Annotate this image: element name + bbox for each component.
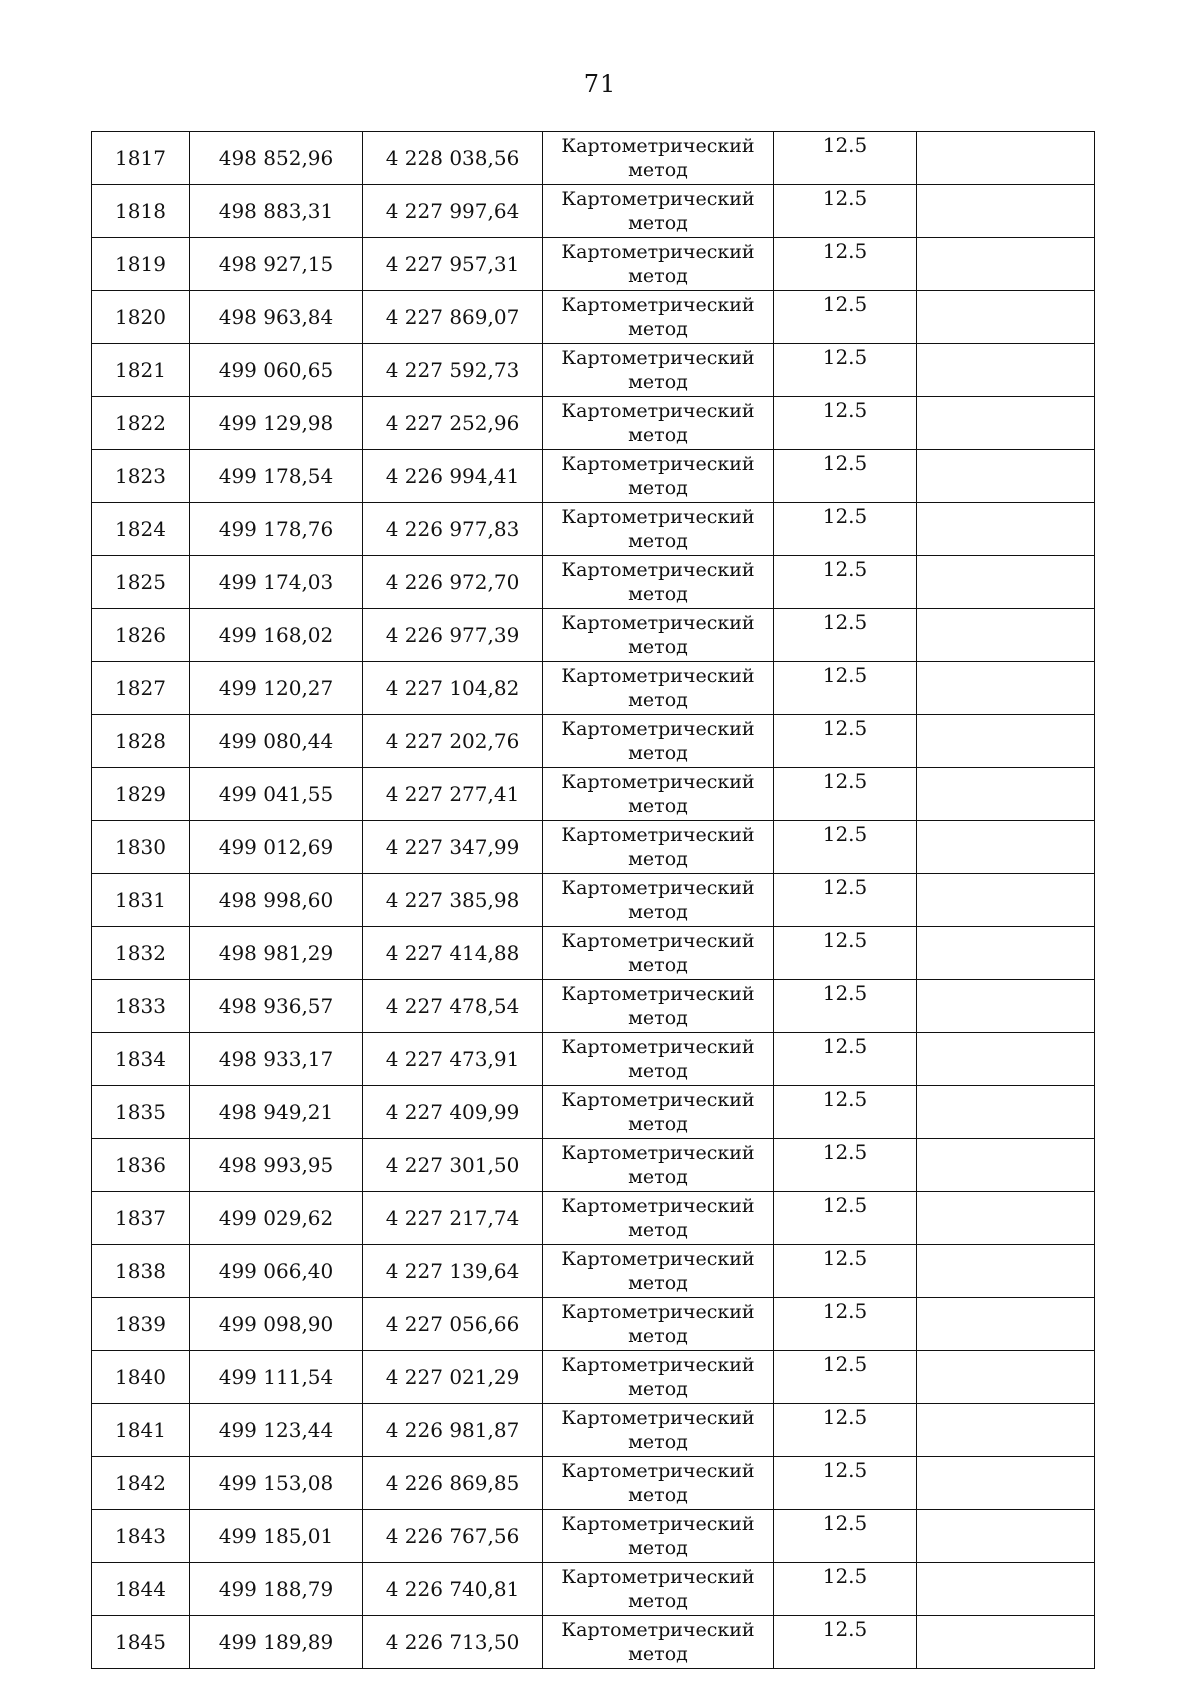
point-number-cell: 1818: [92, 185, 190, 238]
table-row: [92, 1563, 1095, 1616]
y-coordinate-cell: 4 226 981,87: [363, 1404, 543, 1457]
method-cell: [543, 1086, 774, 1139]
accuracy-cell: 12.5: [774, 1563, 917, 1616]
point-number-cell: 1836: [92, 1139, 190, 1192]
method-cell: [543, 1192, 774, 1245]
method-line-2: метод: [628, 636, 688, 658]
accuracy-cell: 12.5: [774, 397, 917, 450]
method-line-2: метод: [628, 1378, 688, 1400]
table-row: [92, 821, 1095, 874]
x-coordinate-cell: 499 185,01: [190, 1510, 363, 1563]
point-number-cell: 1824: [92, 503, 190, 556]
point-number-cell: 1833: [92, 980, 190, 1033]
y-coordinate-cell: 4 227 139,64: [363, 1245, 543, 1298]
y-coordinate-cell: 4 227 252,96: [363, 397, 543, 450]
x-coordinate-cell: 499 012,69: [190, 821, 363, 874]
point-number-cell: 1837: [92, 1192, 190, 1245]
x-coordinate-cell: 499 029,62: [190, 1192, 363, 1245]
x-coordinate-cell: 499 066,40: [190, 1245, 363, 1298]
extra-cell: [917, 821, 1095, 874]
x-coordinate-cell: 498 936,57: [190, 980, 363, 1033]
point-number-cell: 1825: [92, 556, 190, 609]
method-line-1: Картометрический: [561, 824, 755, 846]
x-coordinate-cell: 499 041,55: [190, 768, 363, 821]
accuracy-cell: 12.5: [774, 291, 917, 344]
accuracy-cell: 12.5: [774, 1192, 917, 1245]
point-number-cell: 1817: [92, 132, 190, 185]
method-line-1: Картометрический: [561, 930, 755, 952]
method-cell: [543, 1245, 774, 1298]
accuracy-cell: 12.5: [774, 1245, 917, 1298]
extra-cell: [917, 1563, 1095, 1616]
accuracy-cell: 12.5: [774, 821, 917, 874]
extra-cell: [917, 1139, 1095, 1192]
accuracy-cell: 12.5: [774, 1616, 917, 1669]
y-coordinate-cell: 4 227 957,31: [363, 238, 543, 291]
method-cell: [543, 344, 774, 397]
point-number-cell: 1839: [92, 1298, 190, 1351]
x-coordinate-cell: 499 189,89: [190, 1616, 363, 1669]
point-number-cell: 1820: [92, 291, 190, 344]
method-line-1: Картометрический: [561, 1248, 755, 1270]
table-row: [92, 768, 1095, 821]
accuracy-cell: 12.5: [774, 1457, 917, 1510]
method-line-1: Картометрический: [561, 1566, 755, 1588]
method-line-1: Картометрический: [561, 771, 755, 793]
method-cell: [543, 1616, 774, 1669]
x-coordinate-cell: 499 178,54: [190, 450, 363, 503]
method-line-1: Картометрический: [561, 1089, 755, 1111]
table-row: [92, 450, 1095, 503]
table-row: [92, 1245, 1095, 1298]
point-number-cell: 1829: [92, 768, 190, 821]
y-coordinate-cell: 4 226 869,85: [363, 1457, 543, 1510]
extra-cell: [917, 1510, 1095, 1563]
accuracy-cell: 12.5: [774, 1510, 917, 1563]
x-coordinate-cell: 499 174,03: [190, 556, 363, 609]
method-cell: [543, 397, 774, 450]
point-number-cell: 1845: [92, 1616, 190, 1669]
point-number-cell: 1823: [92, 450, 190, 503]
point-number-cell: 1822: [92, 397, 190, 450]
x-coordinate-cell: 499 188,79: [190, 1563, 363, 1616]
x-coordinate-cell: 499 178,76: [190, 503, 363, 556]
y-coordinate-cell: 4 226 740,81: [363, 1563, 543, 1616]
method-line-2: метод: [628, 318, 688, 340]
extra-cell: [917, 132, 1095, 185]
table-row: [92, 1616, 1095, 1669]
method-cell: [543, 821, 774, 874]
extra-cell: [917, 291, 1095, 344]
method-cell: [543, 1351, 774, 1404]
table-row: [92, 609, 1095, 662]
extra-cell: [917, 397, 1095, 450]
point-number-cell: 1842: [92, 1457, 190, 1510]
method-cell: [543, 768, 774, 821]
point-number-cell: 1827: [92, 662, 190, 715]
point-number-cell: 1840: [92, 1351, 190, 1404]
x-coordinate-cell: 499 080,44: [190, 715, 363, 768]
extra-cell: [917, 1033, 1095, 1086]
point-number-cell: 1831: [92, 874, 190, 927]
method-line-2: метод: [628, 1166, 688, 1188]
method-line-2: метод: [628, 1431, 688, 1453]
accuracy-cell: 12.5: [774, 450, 917, 503]
method-line-2: метод: [628, 795, 688, 817]
x-coordinate-cell: 499 098,90: [190, 1298, 363, 1351]
accuracy-cell: 12.5: [774, 344, 917, 397]
table-row: [92, 1033, 1095, 1086]
method-line-2: метод: [628, 742, 688, 764]
method-line-1: Картометрический: [561, 718, 755, 740]
table-row: [92, 1298, 1095, 1351]
accuracy-cell: 12.5: [774, 556, 917, 609]
method-line-1: Картометрический: [561, 559, 755, 581]
table-row: [92, 927, 1095, 980]
method-line-2: метод: [628, 954, 688, 976]
accuracy-cell: 12.5: [774, 609, 917, 662]
method-line-2: метод: [628, 1219, 688, 1241]
accuracy-cell: 12.5: [774, 927, 917, 980]
accuracy-cell: 12.5: [774, 503, 917, 556]
method-line-1: Картометрический: [561, 1195, 755, 1217]
y-coordinate-cell: 4 226 767,56: [363, 1510, 543, 1563]
method-line-2: метод: [628, 371, 688, 393]
method-line-1: Картометрический: [561, 1619, 755, 1641]
x-coordinate-cell: 498 998,60: [190, 874, 363, 927]
extra-cell: [917, 1298, 1095, 1351]
table-row: [92, 397, 1095, 450]
method-line-1: Картометрический: [561, 877, 755, 899]
y-coordinate-cell: 4 227 347,99: [363, 821, 543, 874]
extra-cell: [917, 980, 1095, 1033]
y-coordinate-cell: 4 227 217,74: [363, 1192, 543, 1245]
method-line-1: Картометрический: [561, 241, 755, 263]
extra-cell: [917, 1351, 1095, 1404]
method-line-2: метод: [628, 848, 688, 870]
extra-cell: [917, 715, 1095, 768]
method-cell: [543, 132, 774, 185]
method-cell: [543, 1510, 774, 1563]
method-cell: [543, 662, 774, 715]
table-row: [92, 1510, 1095, 1563]
method-line-1: Картометрический: [561, 1142, 755, 1164]
table-row: [92, 344, 1095, 397]
y-coordinate-cell: 4 227 478,54: [363, 980, 543, 1033]
y-coordinate-cell: 4 227 104,82: [363, 662, 543, 715]
method-line-2: метод: [628, 689, 688, 711]
y-coordinate-cell: 4 226 972,70: [363, 556, 543, 609]
extra-cell: [917, 1086, 1095, 1139]
y-coordinate-cell: 4 227 869,07: [363, 291, 543, 344]
method-cell: [543, 238, 774, 291]
x-coordinate-cell: 499 153,08: [190, 1457, 363, 1510]
method-cell: [543, 927, 774, 980]
x-coordinate-cell: 499 060,65: [190, 344, 363, 397]
table-row: [92, 503, 1095, 556]
accuracy-cell: 12.5: [774, 1298, 917, 1351]
y-coordinate-cell: 4 227 473,91: [363, 1033, 543, 1086]
point-number-cell: 1834: [92, 1033, 190, 1086]
method-cell: [543, 450, 774, 503]
y-coordinate-cell: 4 228 038,56: [363, 132, 543, 185]
point-number-cell: 1832: [92, 927, 190, 980]
point-number-cell: 1830: [92, 821, 190, 874]
method-cell: [543, 503, 774, 556]
method-line-2: метод: [628, 1060, 688, 1082]
point-number-cell: 1835: [92, 1086, 190, 1139]
x-coordinate-cell: 499 120,27: [190, 662, 363, 715]
method-line-2: метод: [628, 477, 688, 499]
y-coordinate-cell: 4 227 056,66: [363, 1298, 543, 1351]
table-row: [92, 1351, 1095, 1404]
method-cell: [543, 609, 774, 662]
extra-cell: [917, 1192, 1095, 1245]
accuracy-cell: 12.5: [774, 1351, 917, 1404]
method-cell: [543, 980, 774, 1033]
method-line-1: Картометрический: [561, 983, 755, 1005]
accuracy-cell: 12.5: [774, 768, 917, 821]
method-line-1: Картометрический: [561, 1407, 755, 1429]
point-number-cell: 1826: [92, 609, 190, 662]
extra-cell: [917, 185, 1095, 238]
x-coordinate-cell: 498 852,96: [190, 132, 363, 185]
table-row: [92, 662, 1095, 715]
x-coordinate-cell: 499 123,44: [190, 1404, 363, 1457]
method-line-2: метод: [628, 583, 688, 605]
method-line-1: Картометрический: [561, 1301, 755, 1323]
method-line-2: метод: [628, 901, 688, 923]
table-row: [92, 238, 1095, 291]
method-line-2: метод: [628, 1113, 688, 1135]
accuracy-cell: 12.5: [774, 980, 917, 1033]
y-coordinate-cell: 4 227 021,29: [363, 1351, 543, 1404]
method-line-1: Картометрический: [561, 188, 755, 210]
point-number-cell: 1821: [92, 344, 190, 397]
method-line-1: Картометрический: [561, 400, 755, 422]
point-number-cell: 1838: [92, 1245, 190, 1298]
method-line-1: Картометрический: [561, 347, 755, 369]
extra-cell: [917, 1245, 1095, 1298]
x-coordinate-cell: 498 949,21: [190, 1086, 363, 1139]
method-line-2: метод: [628, 265, 688, 287]
y-coordinate-cell: 4 227 409,99: [363, 1086, 543, 1139]
table-row: [92, 556, 1095, 609]
x-coordinate-cell: 499 111,54: [190, 1351, 363, 1404]
y-coordinate-cell: 4 227 277,41: [363, 768, 543, 821]
y-coordinate-cell: 4 226 713,50: [363, 1616, 543, 1669]
method-line-2: метод: [628, 212, 688, 234]
y-coordinate-cell: 4 226 977,39: [363, 609, 543, 662]
point-number-cell: 1819: [92, 238, 190, 291]
page-number: 71: [583, 70, 617, 98]
method-line-2: метод: [628, 1537, 688, 1559]
x-coordinate-cell: 498 933,17: [190, 1033, 363, 1086]
method-cell: [543, 556, 774, 609]
accuracy-cell: 12.5: [774, 874, 917, 927]
table-row: [92, 1457, 1095, 1510]
method-line-2: метод: [628, 1484, 688, 1506]
x-coordinate-cell: 498 993,95: [190, 1139, 363, 1192]
method-cell: [543, 874, 774, 927]
method-cell: [543, 1298, 774, 1351]
accuracy-cell: 12.5: [774, 715, 917, 768]
accuracy-cell: 12.5: [774, 662, 917, 715]
extra-cell: [917, 450, 1095, 503]
method-cell: [543, 1457, 774, 1510]
table-row: [92, 1192, 1095, 1245]
method-line-2: метод: [628, 1007, 688, 1029]
extra-cell: [917, 344, 1095, 397]
extra-cell: [917, 556, 1095, 609]
table-row: [92, 1404, 1095, 1457]
y-coordinate-cell: 4 227 414,88: [363, 927, 543, 980]
point-number-cell: 1843: [92, 1510, 190, 1563]
method-line-1: Картометрический: [561, 1036, 755, 1058]
method-cell: [543, 715, 774, 768]
extra-cell: [917, 662, 1095, 715]
x-coordinate-cell: 498 981,29: [190, 927, 363, 980]
accuracy-cell: 12.5: [774, 1404, 917, 1457]
point-number-cell: 1844: [92, 1563, 190, 1616]
point-number-cell: 1841: [92, 1404, 190, 1457]
table-row: [92, 874, 1095, 927]
table-row: [92, 715, 1095, 768]
point-number-cell: 1828: [92, 715, 190, 768]
extra-cell: [917, 503, 1095, 556]
extra-cell: [917, 1457, 1095, 1510]
extra-cell: [917, 1404, 1095, 1457]
table-row: [92, 980, 1095, 1033]
table-row: [92, 1139, 1095, 1192]
method-line-2: метод: [628, 1643, 688, 1665]
extra-cell: [917, 874, 1095, 927]
y-coordinate-cell: 4 227 301,50: [363, 1139, 543, 1192]
accuracy-cell: 12.5: [774, 1139, 917, 1192]
method-line-1: Картометрический: [561, 665, 755, 687]
table-row: [92, 132, 1095, 185]
table-row: [92, 291, 1095, 344]
accuracy-cell: 12.5: [774, 185, 917, 238]
method-line-1: Картометрический: [561, 453, 755, 475]
x-coordinate-cell: 499 168,02: [190, 609, 363, 662]
method-line-1: Картометрический: [561, 506, 755, 528]
coordinates-table: [91, 131, 1095, 1669]
extra-cell: [917, 238, 1095, 291]
accuracy-cell: 12.5: [774, 1086, 917, 1139]
method-line-2: метод: [628, 159, 688, 181]
method-cell: [543, 185, 774, 238]
coordinates-table-body: [92, 132, 1095, 1669]
method-line-1: Картометрический: [561, 612, 755, 634]
extra-cell: [917, 609, 1095, 662]
extra-cell: [917, 927, 1095, 980]
method-cell: [543, 1033, 774, 1086]
method-line-2: метод: [628, 1590, 688, 1612]
method-line-1: Картометрический: [561, 1513, 755, 1535]
y-coordinate-cell: 4 226 994,41: [363, 450, 543, 503]
method-cell: [543, 291, 774, 344]
method-line-2: метод: [628, 1325, 688, 1347]
extra-cell: [917, 1616, 1095, 1669]
method-line-1: Картометрический: [561, 294, 755, 316]
y-coordinate-cell: 4 227 385,98: [363, 874, 543, 927]
y-coordinate-cell: 4 227 202,76: [363, 715, 543, 768]
accuracy-cell: 12.5: [774, 1033, 917, 1086]
table-row: [92, 185, 1095, 238]
accuracy-cell: 12.5: [774, 238, 917, 291]
method-line-1: Картометрический: [561, 1460, 755, 1482]
method-line-1: Картометрический: [561, 135, 755, 157]
accuracy-cell: 12.5: [774, 132, 917, 185]
method-line-1: Картометрический: [561, 1354, 755, 1376]
method-cell: [543, 1139, 774, 1192]
method-cell: [543, 1404, 774, 1457]
extra-cell: [917, 768, 1095, 821]
x-coordinate-cell: 498 963,84: [190, 291, 363, 344]
y-coordinate-cell: 4 226 977,83: [363, 503, 543, 556]
y-coordinate-cell: 4 227 997,64: [363, 185, 543, 238]
x-coordinate-cell: 499 129,98: [190, 397, 363, 450]
table-row: [92, 1086, 1095, 1139]
x-coordinate-cell: 498 883,31: [190, 185, 363, 238]
x-coordinate-cell: 498 927,15: [190, 238, 363, 291]
method-cell: [543, 1563, 774, 1616]
method-line-2: метод: [628, 424, 688, 446]
method-line-2: метод: [628, 1272, 688, 1294]
y-coordinate-cell: 4 227 592,73: [363, 344, 543, 397]
method-line-2: метод: [628, 530, 688, 552]
